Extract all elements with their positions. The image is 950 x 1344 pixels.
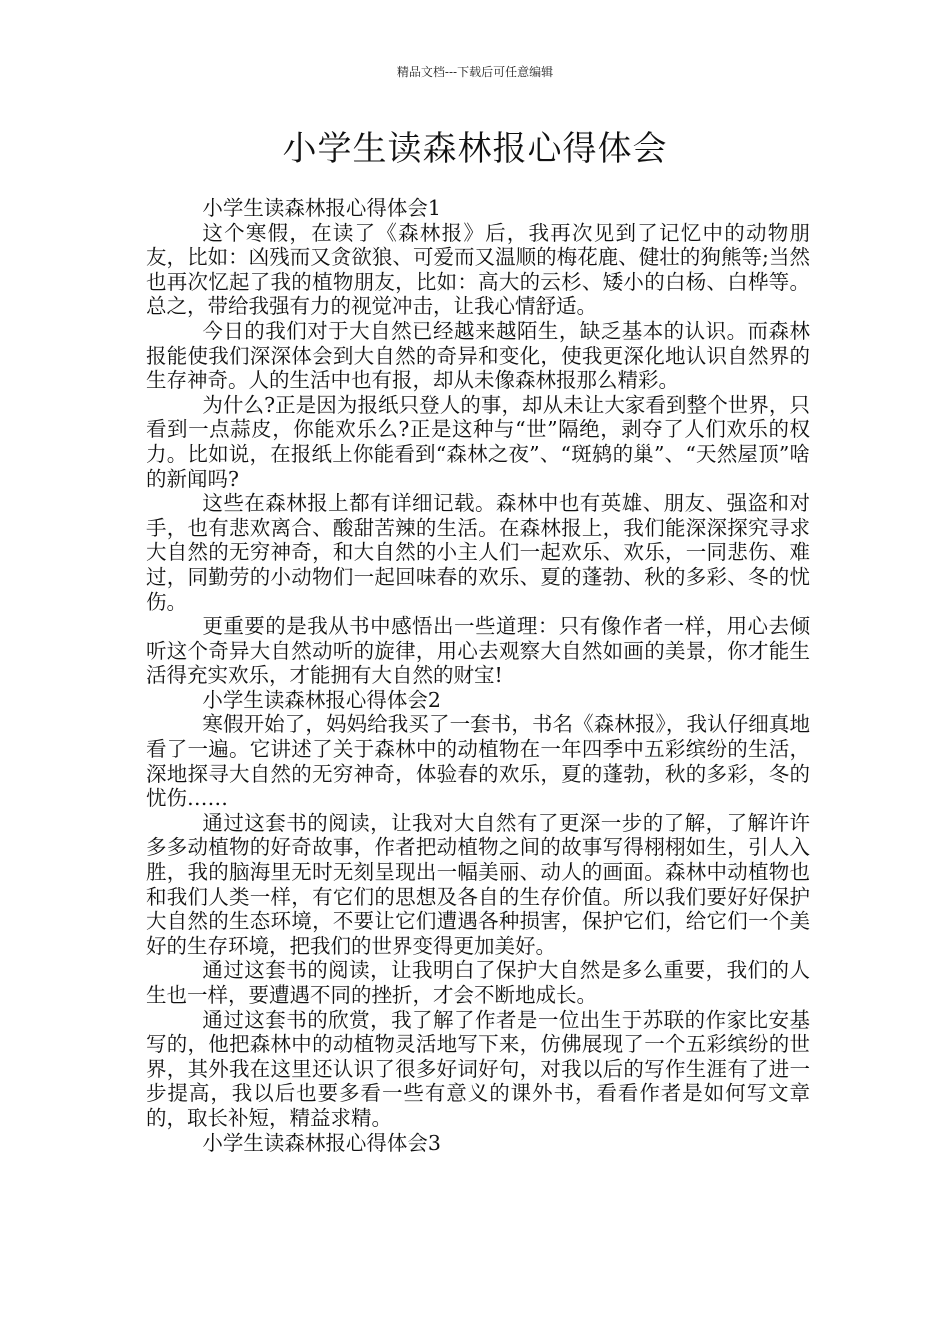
- paragraph: 更重要的是我从书中感悟出一些道理：只有像作者一样，用心去倾听这个奇异大自然动听的旋律，用心去观察大自然如画的美景，你才能生活得充实欢乐，才能拥有大自然的财宝!: [146, 614, 810, 688]
- section-heading-2: 小学生读森林报心得体会2: [202, 687, 441, 712]
- paragraph: 通过这套书的阅读，让我对大自然有了更深一步的了解，了解许许多多动植物的好奇故事，作者把动植物之间的故事写得栩栩如生，引人入胜，我的脑海里无时无刻呈现出一幅美丽、动人的画面。森林中动植物也和我们人类一样，有它们的思想及各自的生存价值。所以我们要好好保护大自然的生态环境，不要让它们遭遇各种损害，保护它们，给它们一个美好的生存环境，把我们的世界变得更加美好。: [146, 810, 810, 958]
- paragraph: 这个寒假，在读了《森林报》后，我再次见到了记忆中的动物朋友，比如：凶残而又贪欲狼、可爱而又温顺的梅花鹿、健壮的狗熊等;当然也再次忆起了我的植物朋友，比如：高大的云杉、矮小的白杨、白桦等。总之，带给我强有力的视觉冲击，让我心情舒适。: [146, 220, 810, 319]
- paragraph: 通过这套书的欣赏，我了解了作者是一位出生于苏联的作家比安基写的，他把森林中的动植物灵活地写下来，仿佛展现了一个五彩缤纷的世界，其外我在这里还认识了很多好词好句，对我以后的写作生涯有了进一步提高，我以后也要多看一些有意义的课外书，看看作者是如何写文章的，取长补短，精益求精。: [146, 1007, 810, 1130]
- paragraph: 今日的我们对于大自然已经越来越陌生，缺乏基本的认识。而森林报能使我们深深体会到大自然的奇异和变化，使我更深化地认识自然界的生存神奇。人的生活中也有报，却从未像森林报那么精彩。: [146, 318, 810, 393]
- header-note: 精品文档---下载后可任意编辑: [396, 65, 554, 79]
- document-title: 小学生读森林报心得体会: [282, 129, 668, 169]
- paragraph: 通过这套书的阅读，让我明白了保护大自然是多么重要，我们的人生也一样，要遭遇不同的挫折，才会不断地成长。: [146, 958, 810, 1007]
- paragraph: 这些在森林报上都有详细记载。森林中也有英雄、朋友、强盗和对手，也有悲欢离合、酸甜苦辣的生活。在森林报上，我们能深深探究寻求大自然的无穷神奇，和大自然的小主人们一起欢乐、欢乐，一同悲伤、难过，同勤劳的小动物们一起回味春的欢乐、夏的蓬勃、秋的多彩、冬的忧伤。: [146, 491, 810, 614]
- paragraph: 为什么?正是因为报纸只登人的事，却从未让大家看到整个世界，只看到一点蒜皮，你能欢乐么?正是这种与“世”隔绝，剥夺了人们欢乐的权力。比如说，在报纸上你能看到“森林之夜”、“斑鸫的巢”、“天然屋顶”啥的新闻吗?: [146, 392, 810, 491]
- document-body: [146, 196, 810, 1155]
- paragraph: 寒假开始了，妈妈给我买了一套书，书名《森林报》，我认仔细真地看了一遍。它讲述了关于森林中的动植物在一年四季中五彩缤纷的生活，深地探寻大自然的无穷神奇，体验春的欢乐，夏的蓬勃，秋的多彩，冬的忧伤……: [146, 712, 810, 811]
- section-heading-3: 小学生读森林报心得体会3: [202, 1130, 441, 1155]
- section-heading-1: 小学生读森林报心得体会1: [202, 196, 441, 220]
